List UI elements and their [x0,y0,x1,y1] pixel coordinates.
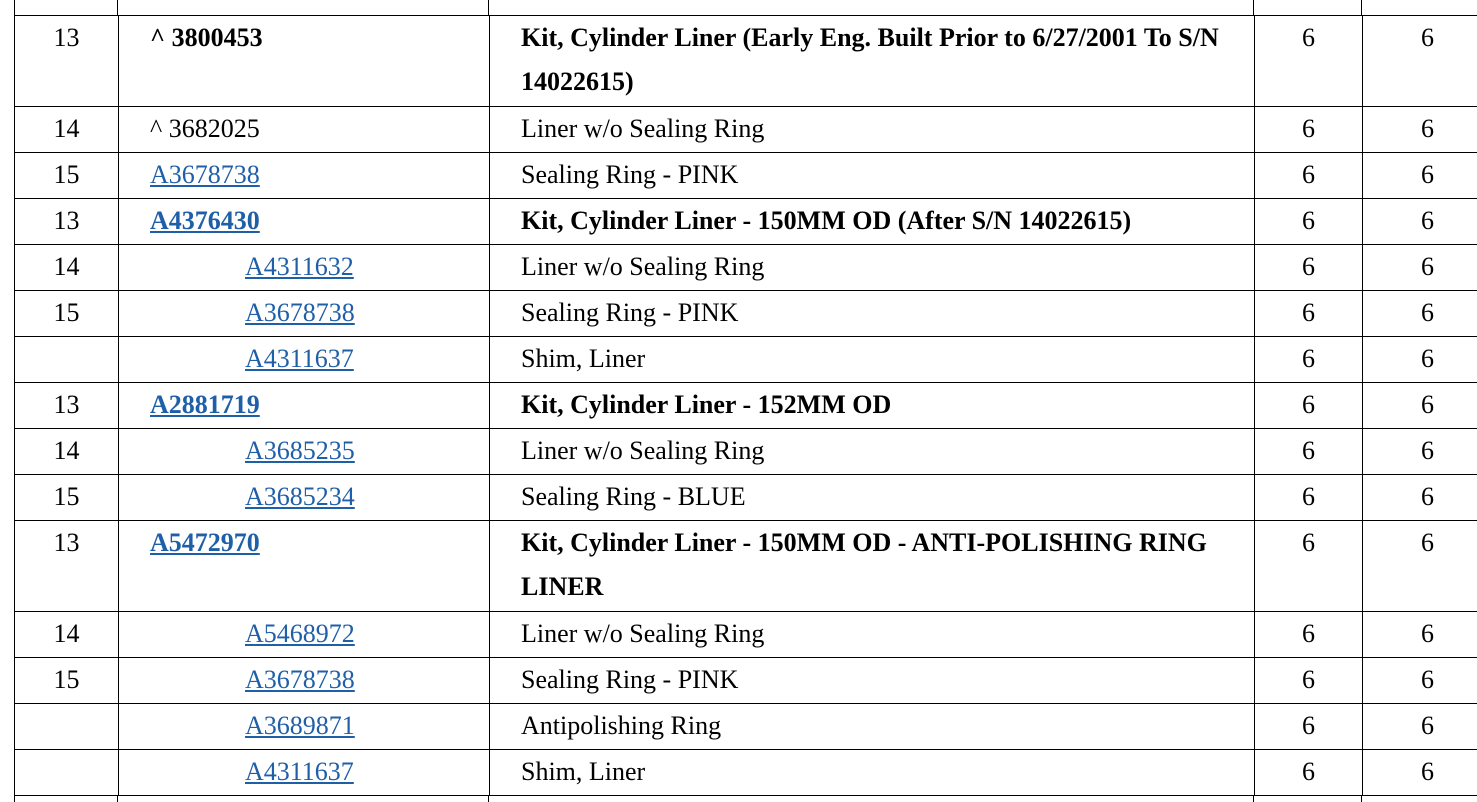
quantity-1: 6 [1255,383,1363,429]
part-link[interactable]: A3685234 [245,482,355,511]
part-link[interactable]: A4311637 [245,344,354,373]
part-link[interactable]: A3685235 [245,436,355,465]
table-row [15,521,1477,612]
quantity-2: 6 [1363,107,1477,153]
part-description: Shim, Liner [490,750,1255,796]
table-row [15,383,1477,429]
quantity-1: 6 [1255,337,1363,383]
part-description: Liner w/o Sealing Ring [490,612,1255,658]
part-description: Kit, Cylinder Liner - 152MM OD [490,383,1255,429]
ref-number [15,704,119,750]
part-number: ^ 3682025 [119,107,490,153]
table-row [15,658,1477,704]
quantity-1: 6 [1255,475,1363,521]
part-description: Kit, Cylinder Liner - 150MM OD (After S/N 14022615) [490,199,1255,245]
part-cell [119,291,490,337]
part-description: Liner w/o Sealing Ring [490,245,1255,291]
ref-number: 13 [15,199,119,245]
quantity-2: 6 [1363,658,1477,704]
table-row [15,429,1477,475]
part-link[interactable]: A2881719 [150,390,260,419]
quantity-2: 6 [1363,429,1477,475]
ref-number: 13 [15,521,119,612]
part-cell [119,750,490,796]
quantity-2: 6 [1363,16,1477,107]
table-row [15,245,1477,291]
quantity-2: 6 [1363,153,1477,199]
part-description: Sealing Ring - PINK [490,291,1255,337]
table-row [15,291,1477,337]
part-cell [119,612,490,658]
part-description: Antipolishing Ring [490,704,1255,750]
ref-number: 14 [15,107,119,153]
table-row [15,612,1477,658]
ref-number [15,750,119,796]
ref-number: 15 [15,658,119,704]
part-cell [119,153,490,199]
part-cell [119,658,490,704]
part-description: Sealing Ring - PINK [490,153,1255,199]
table-row [15,475,1477,521]
part-link[interactable]: A5472970 [150,528,260,557]
quantity-1: 6 [1255,16,1363,107]
table-row [15,750,1477,796]
quantity-2: 6 [1363,291,1477,337]
part-link[interactable]: A5468972 [245,619,355,648]
quantity-2: 6 [1363,199,1477,245]
quantity-2: 6 [1363,704,1477,750]
quantity-1: 6 [1255,658,1363,704]
table-top-stub [0,0,1477,16]
part-cell [119,475,490,521]
ref-number: 13 [15,383,119,429]
ref-number: 15 [15,153,119,199]
part-cell [119,383,490,429]
part-link[interactable]: A3689871 [245,711,355,740]
quantity-2: 6 [1363,521,1477,612]
part-cell [119,704,490,750]
ref-number: 15 [15,475,119,521]
part-link[interactable]: A3678738 [245,298,355,327]
quantity-1: 6 [1255,704,1363,750]
part-number: ^ 3800453 [119,16,490,107]
part-cell [119,245,490,291]
table-row [15,153,1477,199]
part-link[interactable]: A4311632 [245,252,354,281]
part-description: Sealing Ring - PINK [490,658,1255,704]
part-link[interactable]: A3678738 [245,665,355,694]
ref-number: 14 [15,612,119,658]
quantity-2: 6 [1363,383,1477,429]
quantity-1: 6 [1255,291,1363,337]
quantity-2: 6 [1363,750,1477,796]
table-row [15,199,1477,245]
table-row [15,337,1477,383]
quantity-1: 6 [1255,612,1363,658]
table-row [15,16,1477,107]
quantity-2: 6 [1363,337,1477,383]
quantity-1: 6 [1255,750,1363,796]
ref-number [15,337,119,383]
table-bottom-stub [0,795,1477,802]
quantity-2: 6 [1363,612,1477,658]
ref-number: 14 [15,429,119,475]
part-description: Shim, Liner [490,337,1255,383]
quantity-2: 6 [1363,245,1477,291]
part-link[interactable]: A3678738 [150,160,260,189]
quantity-2: 6 [1363,475,1477,521]
quantity-1: 6 [1255,199,1363,245]
part-description: Liner w/o Sealing Ring [490,429,1255,475]
table-row [15,107,1477,153]
quantity-1: 6 [1255,153,1363,199]
part-description: Sealing Ring - BLUE [490,475,1255,521]
ref-number: 14 [15,245,119,291]
ref-number: 15 [15,291,119,337]
part-link[interactable]: A4376430 [150,206,260,235]
part-cell [119,337,490,383]
quantity-1: 6 [1255,429,1363,475]
ref-number: 13 [15,16,119,107]
parts-table [14,15,1477,796]
part-description: Kit, Cylinder Liner - 150MM OD - ANTI-POLISHING RING LINER [490,521,1255,612]
part-link[interactable]: A4311637 [245,757,354,786]
quantity-1: 6 [1255,521,1363,612]
part-description: Kit, Cylinder Liner (Early Eng. Built Prior to 6/27/2001 To S/N 14022615) [490,16,1255,107]
part-cell [119,199,490,245]
part-description: Liner w/o Sealing Ring [490,107,1255,153]
part-cell [119,429,490,475]
part-cell [119,521,490,612]
table-row [15,704,1477,750]
quantity-1: 6 [1255,245,1363,291]
quantity-1: 6 [1255,107,1363,153]
